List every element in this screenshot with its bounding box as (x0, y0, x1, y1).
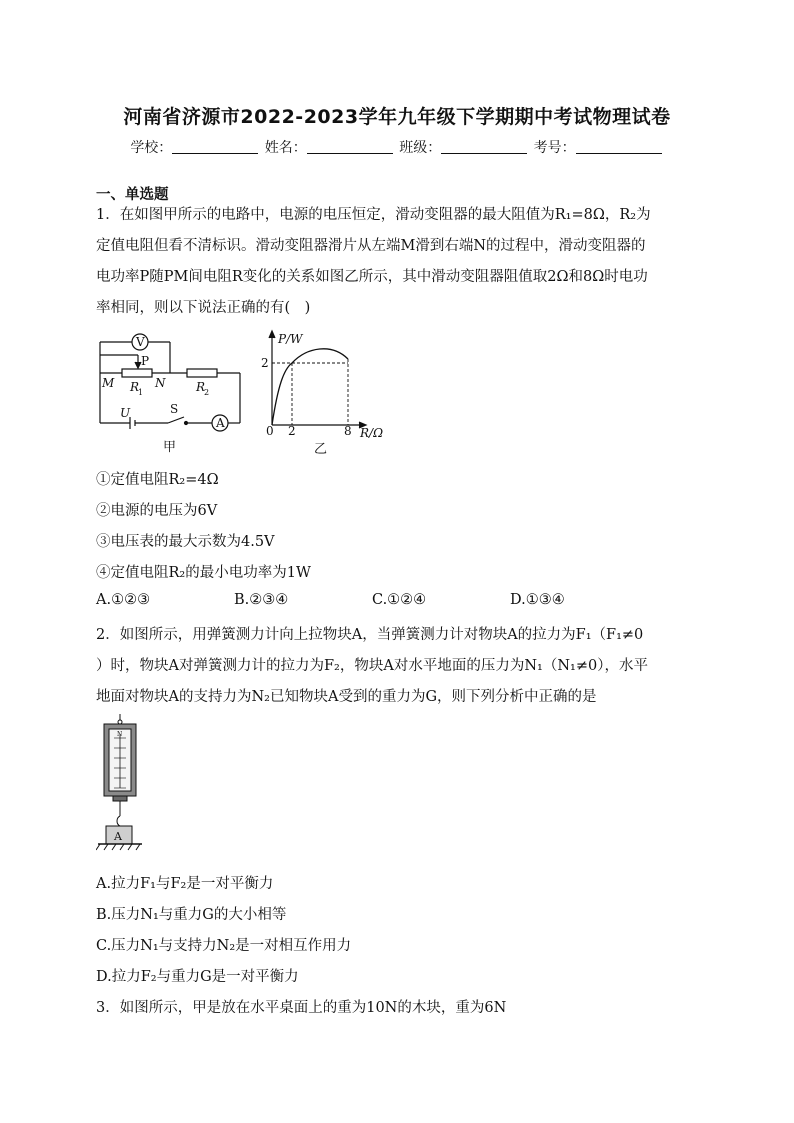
graph-caption: 乙 (314, 442, 328, 457)
q2-figure (96, 714, 176, 859)
school-label: 学校： (130, 140, 173, 156)
label-m: M (102, 376, 115, 390)
q1-statement-3: ③电压表的最大示数为4.5V (96, 534, 275, 550)
name-label: 姓名： (264, 140, 307, 156)
q2-line-1: 2．如图所示，用弹簧测力计向上拉物块A，当弹簧测力计对物块A的拉力为F₁（F₁≠0 (96, 627, 644, 643)
slider-label: P (141, 354, 150, 368)
graph-origin: 0 (266, 424, 274, 438)
r2-resistor (187, 369, 217, 377)
graph-x-tick-8: 8 (344, 424, 352, 438)
class-blank[interactable] (441, 141, 527, 154)
hook-symbol (117, 816, 120, 826)
label-r2-sub: 2 (204, 388, 210, 397)
section-heading: 一、单选题 (96, 187, 169, 203)
exam-number-blank[interactable] (576, 141, 662, 154)
ammeter-label: A (216, 416, 225, 430)
q1-line-2: 定值电阻但看不清标识。滑动变阻器滑片从左端M滑到右端N的过程中，滑动变阻器的 (96, 238, 646, 254)
q1-line-4: 率相同，则以下说法正确的有( ) (96, 300, 311, 316)
q2-line-2: ）时，物块A对弹簧测力计的拉力为F₂，物块A对水平地面的压力为N₁（N₁≠0），水平 (96, 658, 648, 674)
q1-option-c[interactable]: C.①②④ (372, 592, 427, 608)
class-label: 班级： (399, 140, 442, 156)
q2-option-d[interactable]: D.拉力F₂与重力G是一对平衡力 (96, 969, 299, 985)
scale-unit-label: N (117, 731, 123, 738)
exam-number-label: 考号： (533, 140, 576, 156)
power-curve (272, 349, 348, 425)
q1-statement-1: ①定值电阻R₂=4Ω (96, 472, 219, 488)
graph-x-label: R/Ω (360, 426, 384, 440)
voltmeter-label: V (136, 335, 145, 349)
label-n: N (155, 376, 166, 390)
q1-option-d[interactable]: D.①③④ (510, 592, 565, 608)
q2-option-b[interactable]: B.压力N₁与重力G的大小相等 (96, 907, 287, 923)
switch-symbol (168, 417, 184, 423)
q1-statement-2: ②电源的电压为6V (96, 503, 218, 519)
label-r1: R (130, 380, 140, 394)
label-u: U (120, 406, 131, 420)
graph-y-label: P/W (278, 332, 303, 346)
q2-line-3: 地面对物块A的支持力为N₂已知物块A受到的重力为G，则下列分析中正确的是 (96, 689, 597, 705)
circuit-caption: 甲 (163, 440, 177, 455)
q1-option-a[interactable]: A.①②③ (96, 592, 151, 608)
page-title: 河南省济源市2022-2023学年九年级下学期期中考试物理试卷 (123, 106, 671, 128)
q3-line-1: 3．如图所示，甲是放在水平桌面上的重为10N的木块，重为6N (96, 1000, 507, 1016)
q2-option-c[interactable]: C.压力N₁与支持力N₂是一对相互作用力 (96, 938, 352, 954)
r1-resistor (122, 369, 152, 377)
block-a-label: A (114, 830, 122, 843)
graph-x-tick-2: 2 (288, 424, 296, 438)
q1-line-3: 电功率P随PM间电阻R变化的关系如图乙所示，其中滑动变阻器阻值取2Ω和8Ω时电功 (96, 269, 648, 285)
q1-line-1: 1．在如图甲所示的电路中，电源的电压恒定，滑动变阻器的最大阻值为R₁=8Ω，R₂为 (96, 207, 651, 223)
q2-option-a[interactable]: A.拉力F₁与F₂是一对平衡力 (96, 876, 274, 892)
graph-y-tick: 2 (261, 356, 269, 370)
q1-statement-4: ④定值电阻R₂的最小电功率为1W (96, 565, 311, 581)
school-blank[interactable] (172, 141, 258, 154)
name-blank[interactable] (307, 141, 393, 154)
q1-figure (92, 325, 402, 460)
label-r1-sub: 1 (138, 388, 144, 397)
student-info-row (0, 137, 794, 157)
q1-option-b[interactable]: B.②③④ (234, 592, 289, 608)
label-s: S (170, 402, 179, 416)
label-r2: R (196, 380, 206, 394)
